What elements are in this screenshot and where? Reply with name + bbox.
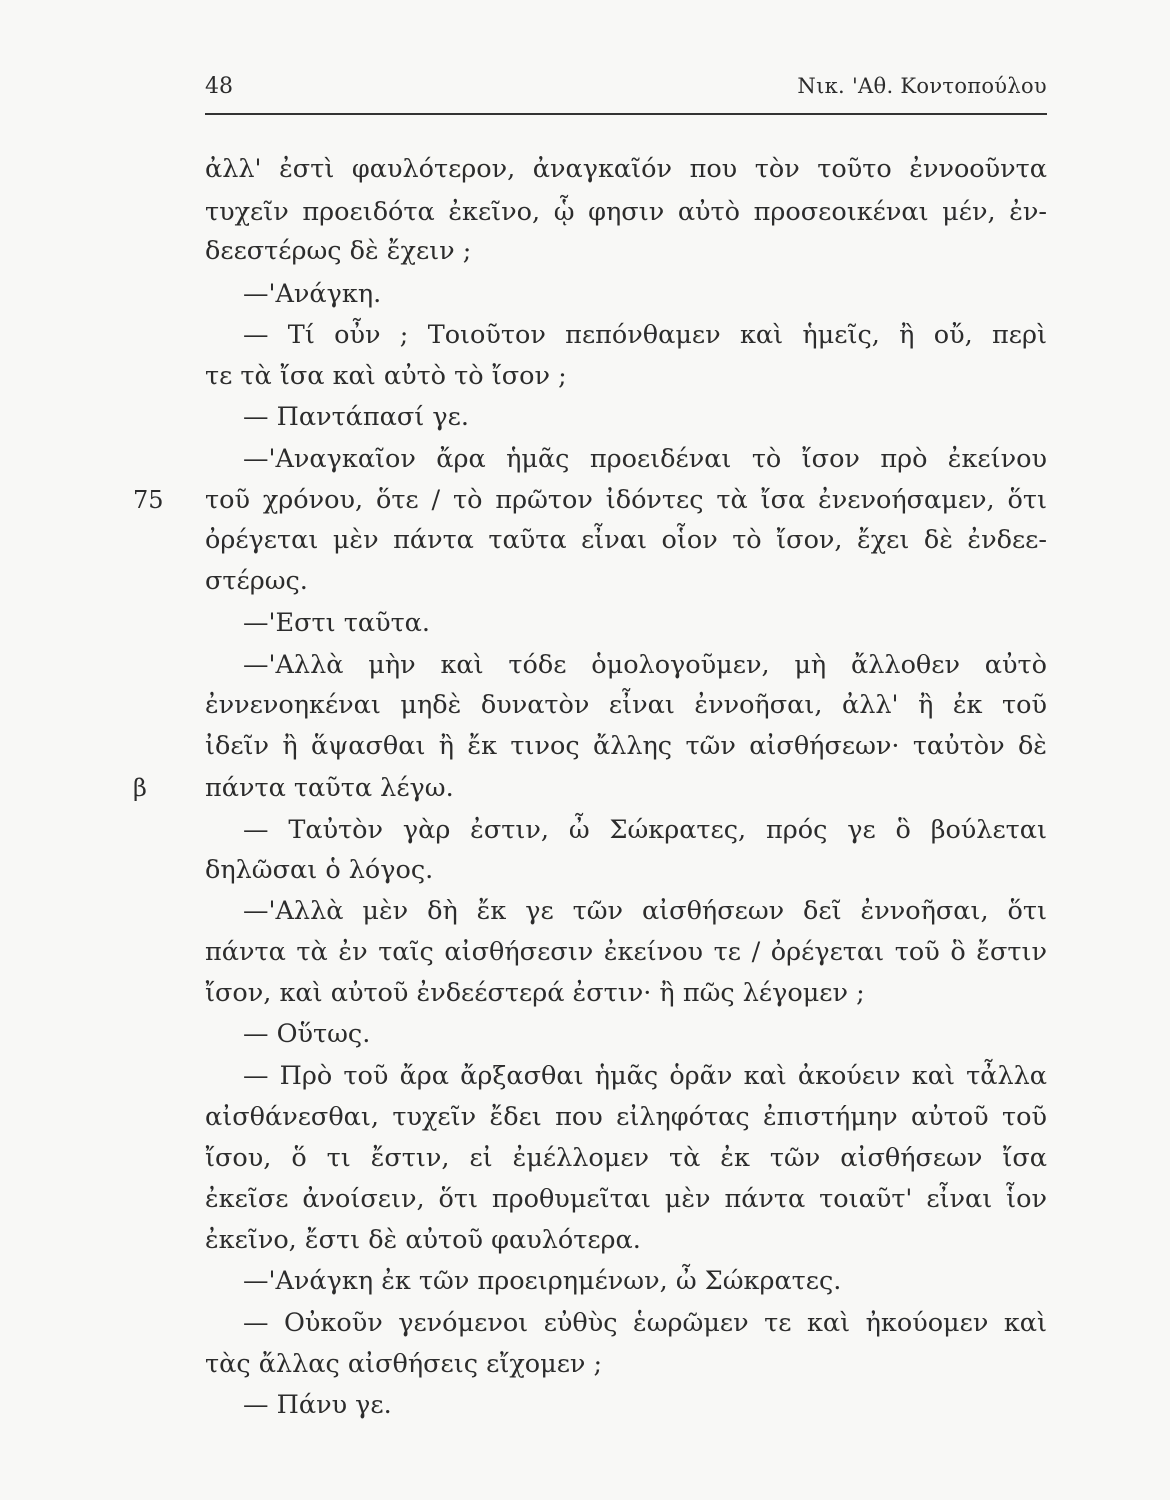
margin-line-number: 75: [133, 486, 164, 514]
text-line: πάντα ταῦτα λέγω.: [205, 773, 454, 803]
text-line: δεεστέρως δὲ ἔχειν ;: [205, 236, 472, 266]
text-line: ἴσον, καὶ αὐτοῦ ἐνδεέστερά ἐστιν· ἢ πῶς λέγομεν ;: [205, 978, 865, 1008]
text-line: — Πάνυ γε.: [243, 1390, 392, 1420]
text-line: —'Αναγκαῖον ἄρα ἡμᾶς προειδέναι τὸ ἴσον πρὸ ἐκείνου: [243, 444, 1047, 474]
text-line: —'Αλλὰ μὴν καὶ τόδε ὁμολογοῦμεν, μὴ ἄλλοθεν αὐτὸ: [243, 650, 1047, 680]
text-line: τοῦ χρόνου, ὅτε / τὸ πρῶτον ἰδόντες τὰ ἴσα ἐνενοήσαμεν, ὅτι: [205, 485, 1047, 515]
header-rule: [205, 113, 1047, 115]
text-line: —'Αλλὰ μὲν δὴ ἔκ γε τῶν αἰσθήσεων δεῖ ἐννοῆσαι, ὅτι: [243, 896, 1047, 926]
text-line: δηλῶσαι ὁ λόγος.: [205, 855, 434, 885]
text-line: — Οὕτως.: [243, 1019, 371, 1049]
text-line: —'Ανάγκη ἐκ τῶν προειρημένων, ὦ Σώκρατες.: [243, 1266, 842, 1296]
text-line: — Πρὸ τοῦ ἄρα ἄρξασθαι ἡμᾶς ὁρᾶν καὶ ἀκούειν καὶ τἆλλα: [243, 1061, 1047, 1091]
text-line: τε τὰ ἴσα καὶ αὐτὸ τὸ ἴσον ;: [205, 361, 567, 391]
text-line: πάντα τὰ ἐν ταῖς αἰσθήσεσιν ἐκείνου τε / ὀρέγεται τοῦ ὃ ἔστιν: [205, 937, 1047, 967]
text-line: —'Ανάγκη.: [243, 279, 382, 309]
text-line: ὀρέγεται μὲν πάντα ταῦτα εἶναι οἷον τὸ ἴσον, ἔχει δὲ ἐνδεε-: [205, 525, 1047, 555]
page-number: 48: [205, 74, 233, 99]
text-line: τυχεῖν προειδότα ἐκεῖνο, ᾧ φησιν αὐτὸ προσεοικέναι μέν, ἐν-: [205, 197, 1047, 227]
text-line: στέρως.: [205, 566, 308, 596]
page-header: [205, 74, 1047, 106]
text-line: ἐκεῖνο, ἔστι δὲ αὐτοῦ φαυλότερα.: [205, 1225, 641, 1255]
text-line: τὰς ἄλλας αἰσθήσεις εἴχομεν ;: [205, 1349, 603, 1379]
text-line: ἴσου, ὅ τι ἔστιν, εἰ ἐμέλλομεν τὰ ἐκ τῶν αἰσθήσεων ἴσα: [205, 1143, 1047, 1173]
text-line: — Ταὐτὸν γὰρ ἐστιν, ὦ Σώκρατες, πρός γε ὃ βούλεται: [243, 815, 1047, 845]
text-line: ἀλλ' ἐστὶ φαυλότερον, ἀναγκαῖόν που τὸν τοῦτο ἐννοοῦντα: [205, 154, 1047, 184]
text-line: —'Εστι ταῦτα.: [243, 608, 431, 638]
running-head: Νικ. 'Αθ. Κοντοπούλου: [797, 74, 1047, 98]
text-line: ἐννενοηκέναι μηδὲ δυνατὸν εἶναι ἐννοῆσαι, ἀλλ' ἢ ἐκ τοῦ: [205, 690, 1047, 720]
text-line: — Οὐκοῦν γενόμενοι εὐθὺς ἑωρῶμεν τε καὶ ἠκούομεν καὶ: [243, 1308, 1047, 1338]
text-line: — Τί οὖν ; Τοιοῦτον πεπόνθαμεν καὶ ἡμεῖς, ἢ οὔ, περὶ: [243, 320, 1047, 350]
text-line: αἰσθάνεσθαι, τυχεῖν ἔδει που εἰληφότας ἐπιστήμην αὐτοῦ τοῦ: [205, 1102, 1047, 1132]
text-line: — Παντάπασί γε.: [243, 402, 469, 432]
text-line: ἐκεῖσε ἀνοίσειν, ὅτι προθυμεῖται μὲν πάντα τοιαῦτ' εἶναι ἷον: [205, 1184, 1047, 1214]
margin-section-marker: β: [133, 774, 147, 802]
text-line: ἰδεῖν ἢ ἅψασθαι ἢ ἔκ τινος ἄλλης τῶν αἰσθήσεων· ταὐτὸν δὲ: [205, 731, 1047, 761]
